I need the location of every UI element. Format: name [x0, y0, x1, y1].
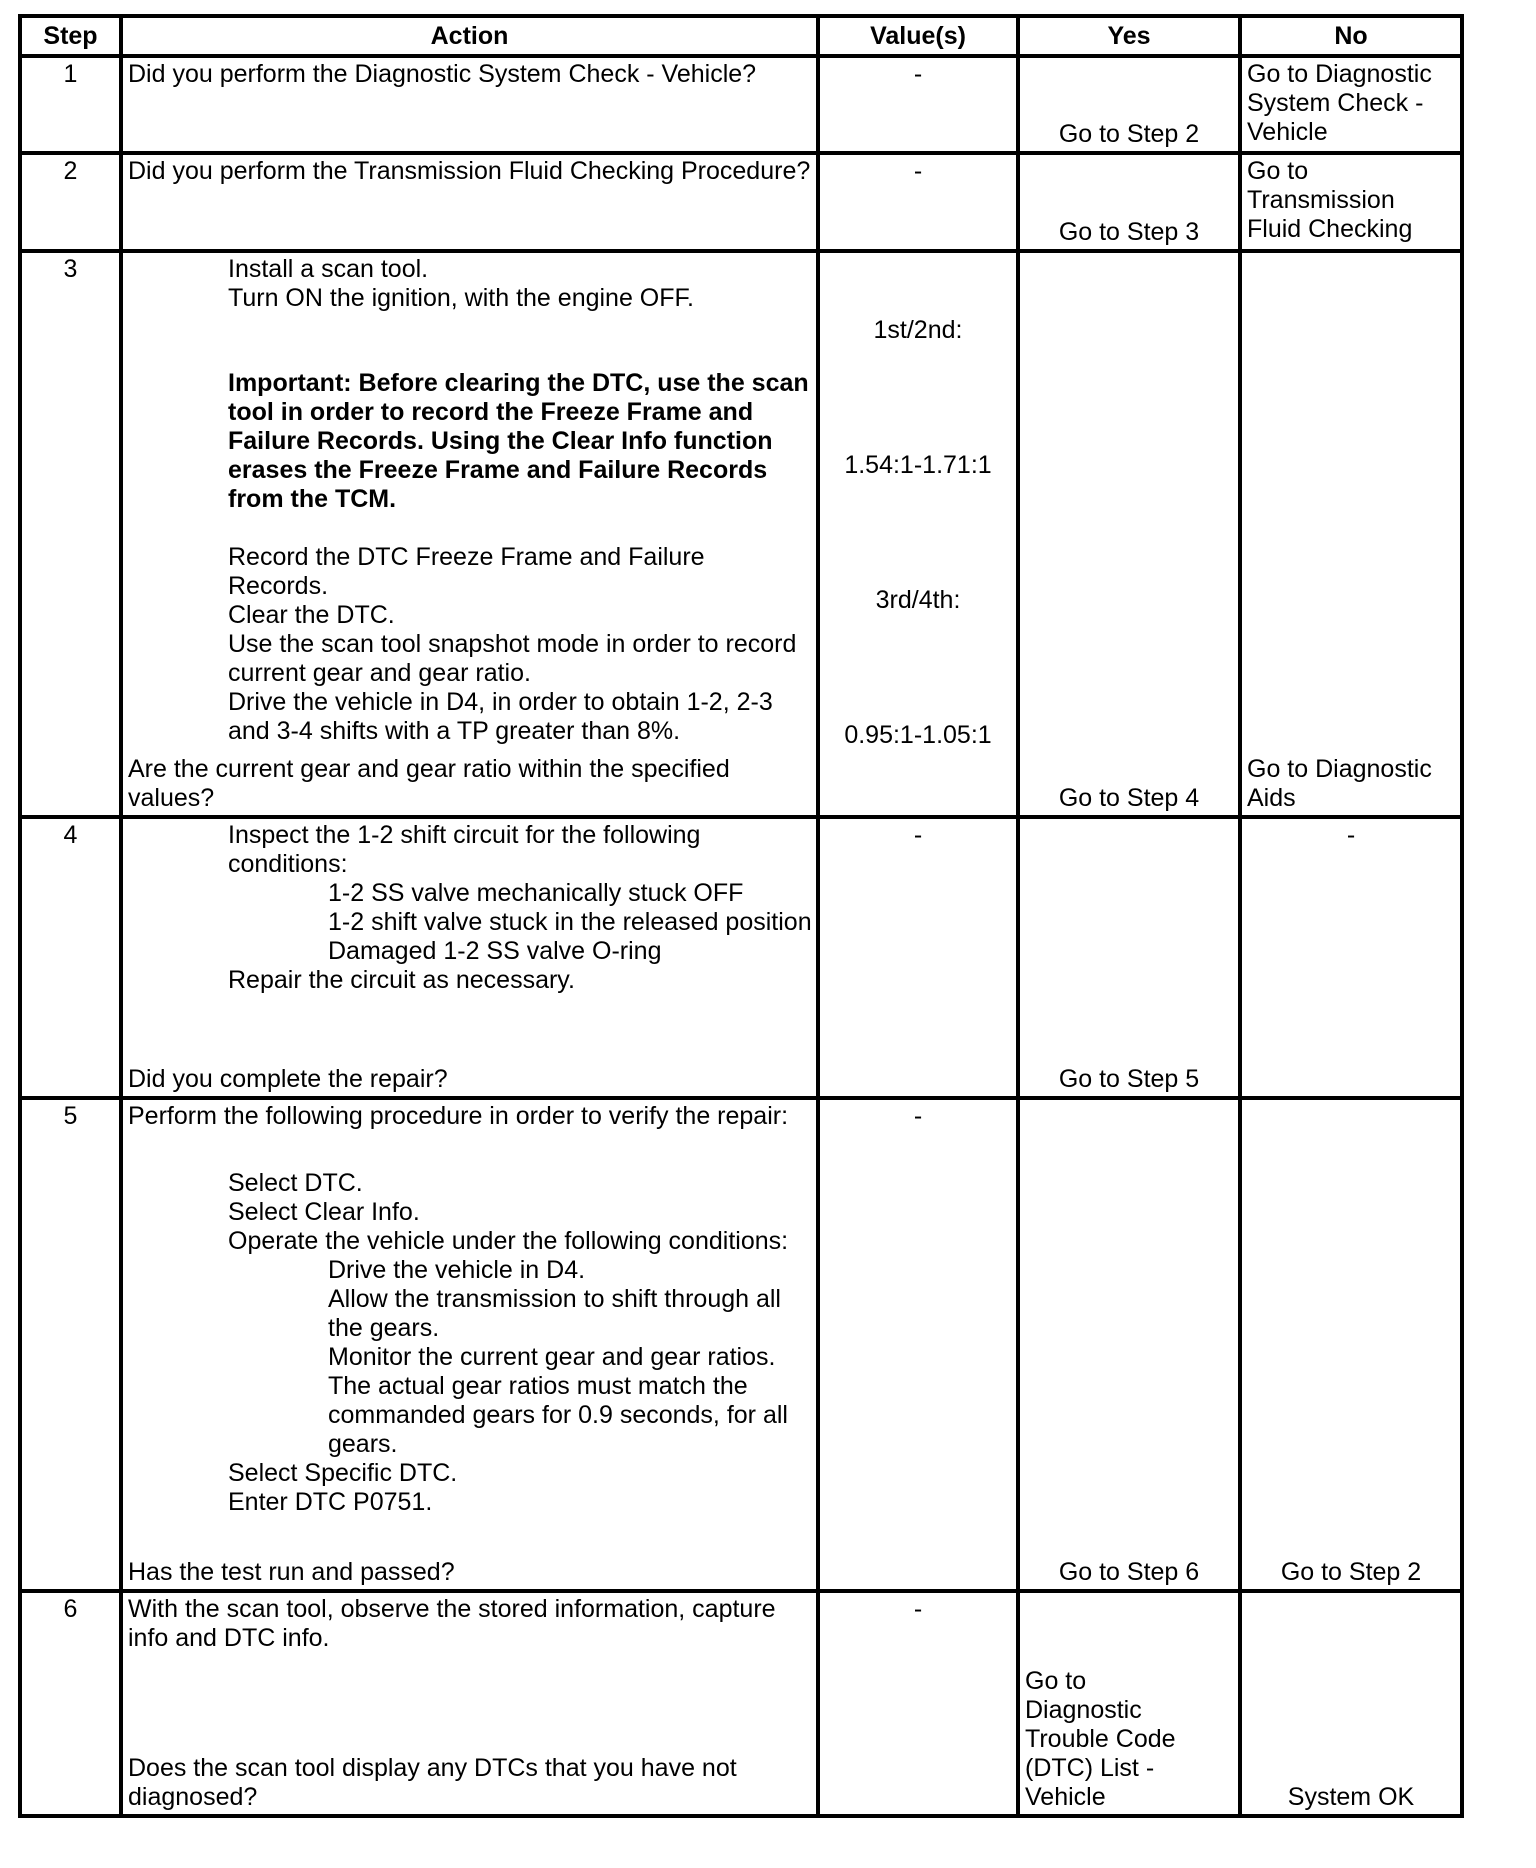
yes-link[interactable]: Go to Step 2: [1058, 120, 1200, 148]
action-question: Did you complete the repair?: [128, 1065, 448, 1093]
no-cell: -: [1240, 817, 1462, 1098]
header-step: Step: [20, 16, 121, 56]
action-line: Install a scan tool.: [228, 255, 429, 283]
step-number: 3: [20, 251, 121, 817]
yes-cell: [1018, 56, 1240, 153]
action-cell: [121, 153, 818, 251]
no-link[interactable]: Go to Diagnostic System Check - Vehicle: [1247, 60, 1432, 146]
yes-link[interactable]: Go to Step 5: [1058, 1065, 1200, 1093]
no-cell: [1240, 251, 1462, 817]
yes-link[interactable]: Go to Step 3: [1058, 218, 1200, 246]
value-cell: -: [818, 817, 1018, 1098]
yes-cell: [1018, 817, 1240, 1098]
yes-cell: [1018, 1098, 1240, 1591]
value-cell: [818, 251, 1018, 817]
action-line: Select Specific DTC.: [228, 1459, 458, 1487]
action-line: Repair the circuit as necessary.: [228, 966, 575, 994]
action-cell: [121, 56, 818, 153]
no-link[interactable]: Go to Step 2: [1280, 1558, 1422, 1586]
action-line: Enter DTC P0751.: [228, 1488, 433, 1516]
important-note: Important: Before clearing the DTC, use the scan tool in order to record the Freeze Frame and Failure Records. Using the Clear Info function erases the Freeze Frame and Failure Records from the TCM.: [228, 369, 809, 513]
action-question: Are the current gear and gear ratio within the specified values?: [128, 755, 730, 812]
header-yes: Yes: [1018, 16, 1240, 56]
step-number: 6: [20, 1591, 121, 1816]
action-intro: Perform the following procedure in order to verify the repair:: [128, 1102, 789, 1130]
action-subline: 1-2 shift valve stuck in the released position: [328, 908, 812, 936]
no-cell: [1240, 1098, 1462, 1591]
action-line: Use the scan tool snapshot mode in order to record current gear and gear ratio.: [228, 630, 797, 687]
value-cell: -: [818, 1098, 1018, 1591]
value-label-3rd-4th: 3rd/4th:: [875, 586, 961, 614]
no-cell: [1240, 1591, 1462, 1816]
header-values: Value(s): [818, 16, 1018, 56]
value-ratio-1st-2nd: 1.54:1-1.71:1: [844, 451, 992, 479]
action-question: Has the test run and passed?: [128, 1558, 455, 1586]
no-cell: [1240, 56, 1462, 153]
yes-cell: [1018, 251, 1240, 817]
yes-cell: [1018, 153, 1240, 251]
action-cell: [121, 251, 818, 817]
action-subline: Damaged 1-2 SS valve O-ring: [328, 937, 662, 965]
no-cell: [1240, 153, 1462, 251]
step-number: 2: [20, 153, 121, 251]
no-link[interactable]: Go to Transmission Fluid Checking: [1247, 157, 1413, 243]
action-subline: Allow the transmission to shift through all the gears.: [328, 1285, 781, 1342]
action-question: Did you perform the Transmission Fluid Checking Procedure?: [128, 157, 811, 185]
action-line: Clear the DTC.: [228, 601, 395, 629]
action-line: Drive the vehicle in D4, in order to obtain 1-2, 2-3 and 3-4 shifts with a TP greater than 8%.: [228, 688, 773, 745]
action-line: Turn ON the ignition, with the engine OFF.: [228, 284, 694, 312]
action-cell: [121, 1591, 818, 1816]
yes-cell: [1018, 1591, 1240, 1816]
header-action: Action: [121, 16, 818, 56]
value-cell: -: [818, 56, 1018, 153]
value-ratio-3rd-4th: 0.95:1-1.05:1: [844, 721, 992, 749]
table-row-step-1: [20, 56, 1462, 153]
action-line: Record the DTC Freeze Frame and Failure Records.: [228, 543, 705, 600]
action-question: Does the scan tool display any DTCs that you have not diagnosed?: [128, 1754, 737, 1811]
value-label-1st-2nd: 1st/2nd:: [873, 316, 963, 344]
action-line: Inspect the 1-2 shift circuit for the following conditions:: [228, 821, 701, 878]
table-row-step-6: [20, 1591, 1462, 1816]
action-cell: [121, 817, 818, 1098]
yes-link[interactable]: Go to Diagnostic Trouble Code (DTC) List - Vehicle: [1025, 1667, 1176, 1811]
action-line: Select Clear Info.: [228, 1198, 420, 1226]
yes-link[interactable]: Go to Step 6: [1058, 1558, 1200, 1586]
action-subline: Drive the vehicle in D4.: [328, 1256, 586, 1284]
action-cell: [121, 1098, 818, 1591]
step-number: 5: [20, 1098, 121, 1591]
step-number: 1: [20, 56, 121, 153]
table-row-step-5: [20, 1098, 1462, 1591]
action-subline: Monitor the current gear and gear ratios.: [328, 1343, 776, 1371]
step-number: 4: [20, 817, 121, 1098]
action-subline: The actual gear ratios must match the commanded gears for 0.9 seconds, for all gears.: [328, 1372, 788, 1458]
action-question: Did you perform the Diagnostic System Check - Vehicle?: [128, 60, 757, 88]
action-line: Operate the vehicle under the following conditions:: [228, 1227, 789, 1255]
value-cell: -: [818, 1591, 1018, 1816]
diagnostic-table: [18, 14, 1464, 1818]
action-intro: With the scan tool, observe the stored information, capture info and DTC info.: [128, 1595, 776, 1652]
value-cell: -: [818, 153, 1018, 251]
table-row-step-3: [20, 251, 1462, 817]
no-link[interactable]: System OK: [1287, 1783, 1415, 1811]
header-no: No: [1240, 16, 1462, 56]
header-row: [20, 16, 1462, 56]
table-row-step-4: [20, 817, 1462, 1098]
table-row-step-2: [20, 153, 1462, 251]
yes-link[interactable]: Go to Step 4: [1058, 784, 1200, 812]
action-subline: 1-2 SS valve mechanically stuck OFF: [328, 879, 744, 907]
action-line: Select DTC.: [228, 1169, 363, 1197]
no-link[interactable]: Go to Diagnostic Aids: [1247, 755, 1432, 812]
